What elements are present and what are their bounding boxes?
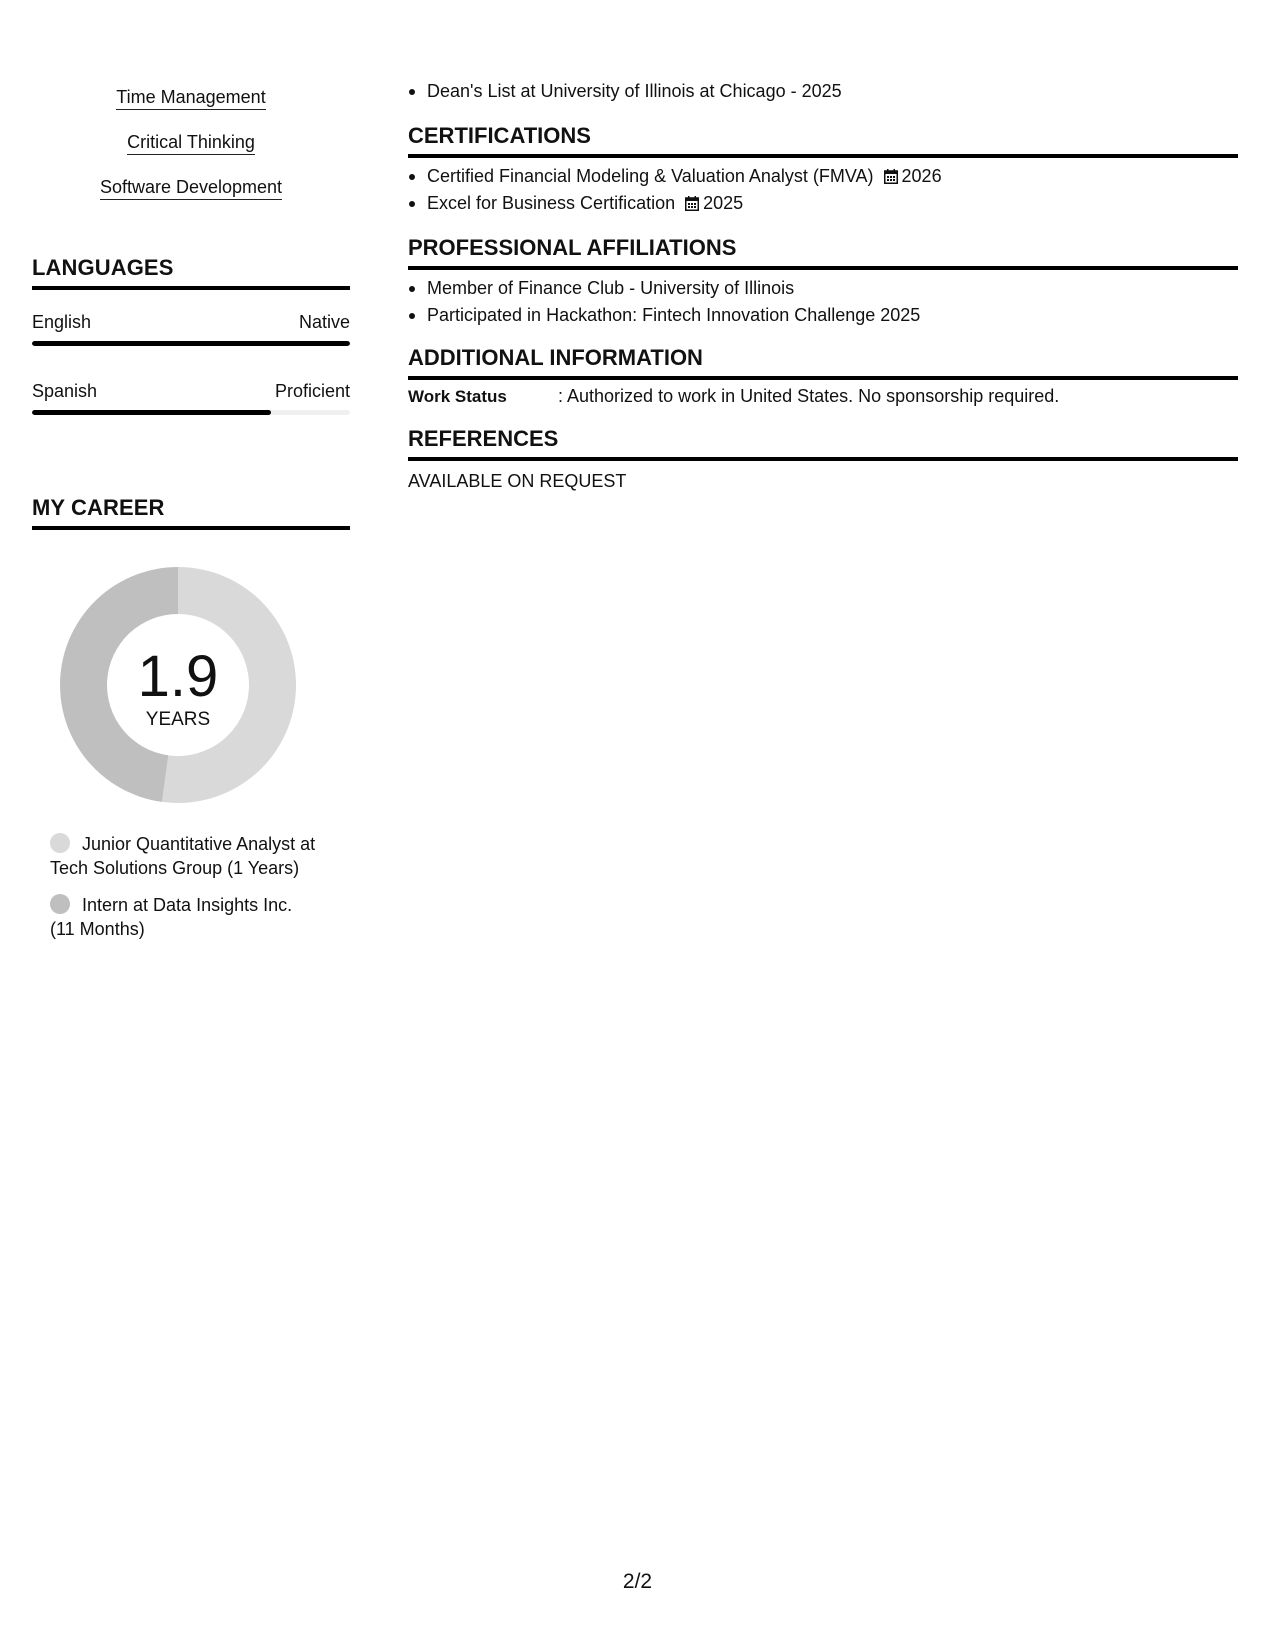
language-bar-spanish (32, 410, 350, 415)
career-legend-label: Junior Quantitative Analyst at Tech Solutions Group (1 Years) (50, 834, 316, 878)
legend-swatch (50, 833, 70, 853)
language-bar-fill (32, 410, 271, 415)
certification-name: Excel for Business Certification (427, 193, 676, 213)
work-status-label: Work Status (408, 387, 507, 406)
honors-list (408, 78, 1238, 105)
skills-list (32, 86, 350, 221)
skill-label: Critical Thinking (127, 131, 255, 155)
certification-year: 2026 (901, 166, 942, 186)
affiliation-item: Member of Finance Club - University of Illinois (408, 275, 1238, 302)
career-donut-chart (56, 563, 300, 807)
language-level: Proficient (274, 381, 350, 401)
career-legend-label: Intern at Data Insights Inc. (11 Months) (50, 895, 293, 939)
affiliation-item: Participated in Hackathon: Fintech Innovation Challenge 2025 (408, 302, 1238, 329)
references-text: AVAILABLE ON REQUEST (408, 471, 627, 491)
skill-label: Software Development (100, 176, 282, 200)
career-legend-item (50, 893, 320, 941)
language-bar-fill (32, 341, 350, 346)
honor-item: Dean's List at University of Illinois at Chicago - 2025 (408, 78, 1238, 105)
language-name: Spanish (32, 381, 98, 401)
career-legend-item (50, 832, 320, 880)
calendar-icon (884, 169, 898, 184)
affiliations-list (408, 275, 1238, 329)
references-heading: REFERENCES (408, 426, 1238, 461)
skill-item (32, 176, 350, 221)
certification-year: 2025 (703, 193, 744, 213)
work-status-value: : Authorized to work in United States. No sponsorship required. (558, 386, 1060, 406)
career-heading: MY CAREER (32, 495, 350, 530)
legend-swatch (50, 894, 70, 914)
additional-info-heading: ADDITIONAL INFORMATION (408, 345, 1238, 380)
certifications-heading: CERTIFICATIONS (408, 123, 1238, 158)
skill-item (32, 86, 350, 131)
career-total-unit: YEARS (145, 709, 211, 730)
certification-item (408, 190, 1238, 217)
career-legend (50, 832, 320, 954)
language-name: English (32, 312, 92, 332)
language-bar-english (32, 341, 350, 346)
skill-label: Time Management (116, 86, 265, 110)
skill-item (32, 131, 350, 176)
certifications-list (408, 163, 1238, 217)
certification-name: Certified Financial Modeling & Valuation Analyst (FMVA) (427, 166, 874, 186)
affiliations-heading: PROFESSIONAL AFFILIATIONS (408, 235, 1238, 270)
language-row-spanish (32, 380, 350, 402)
language-level: Native (298, 312, 350, 332)
languages-heading: LANGUAGES (32, 255, 350, 290)
career-total-value: 1.9 (137, 644, 219, 709)
language-row-english (32, 311, 350, 333)
certification-item (408, 163, 1238, 190)
page-number: 2/2 (622, 1570, 653, 1593)
work-status-row (408, 385, 1238, 408)
calendar-icon (685, 196, 699, 211)
donut-center (56, 563, 300, 807)
